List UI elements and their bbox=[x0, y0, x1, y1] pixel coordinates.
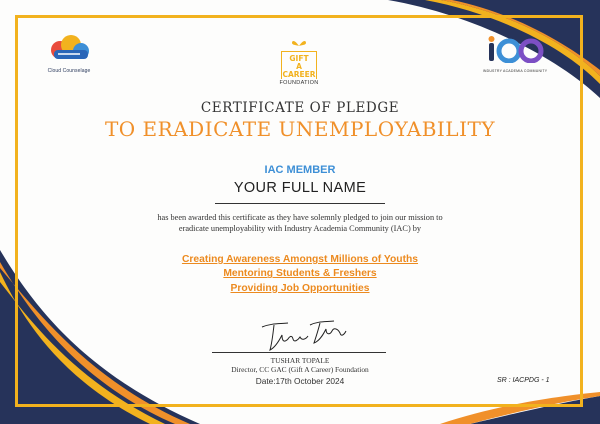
gac-line-gift: GIFT bbox=[289, 54, 309, 63]
pledge-text-line-2: eradicate unemployability with Industry Academia Community (IAC) by bbox=[178, 224, 422, 233]
cloud-logo-icon bbox=[44, 34, 94, 62]
certificate-subtitle: TO ERADICATE UNEMPLOYABILITY bbox=[104, 117, 496, 141]
signature-image bbox=[258, 317, 348, 353]
goal-item[interactable]: Creating Awareness Amongst Millions of Youths bbox=[181, 254, 419, 265]
pledge-goals bbox=[0, 253, 600, 296]
cloud-counselage-logo bbox=[38, 34, 100, 74]
gac-foundation-label: FOUNDATION bbox=[279, 80, 319, 86]
gift-bow-icon bbox=[291, 38, 307, 46]
gac-line-a: A bbox=[296, 62, 302, 71]
name-underline bbox=[215, 203, 385, 204]
gift-a-career-logo bbox=[266, 33, 332, 86]
goal-item[interactable]: Providing Job Opportunities bbox=[230, 282, 370, 294]
gac-line-career: CAREER bbox=[282, 70, 316, 79]
pledge-text-line-1: has been awarded this certificate as they have solemnly pledged to join our mission to bbox=[157, 213, 443, 222]
member-label: IAC MEMBER bbox=[264, 164, 336, 176]
goal-item[interactable]: Mentoring Students & Freshers bbox=[223, 268, 377, 280]
recipient-name: YOUR FULL NAME bbox=[233, 180, 367, 196]
cloud-counselage-label: Cloud Counselage bbox=[47, 68, 91, 74]
iac-tagline: INDUSTRY ACADEMIA COMMUNITY bbox=[482, 69, 548, 73]
iac-logo-mark-icon bbox=[486, 35, 544, 63]
gac-logo-box bbox=[281, 51, 317, 79]
signatory-role: Director, CC GAC (Gift A Career) Foundation bbox=[231, 365, 369, 374]
issue-date: Date:17th October 2024 bbox=[255, 376, 345, 386]
signatory-name: TUSHAR TOPALE bbox=[270, 356, 330, 365]
signature-line bbox=[212, 352, 386, 353]
pledge-text bbox=[120, 212, 480, 234]
iac-logo bbox=[472, 35, 558, 73]
certificate-title: CERTIFICATE OF PLEDGE bbox=[200, 100, 400, 116]
serial-number: SR : IACPDG - 1 bbox=[497, 377, 550, 384]
